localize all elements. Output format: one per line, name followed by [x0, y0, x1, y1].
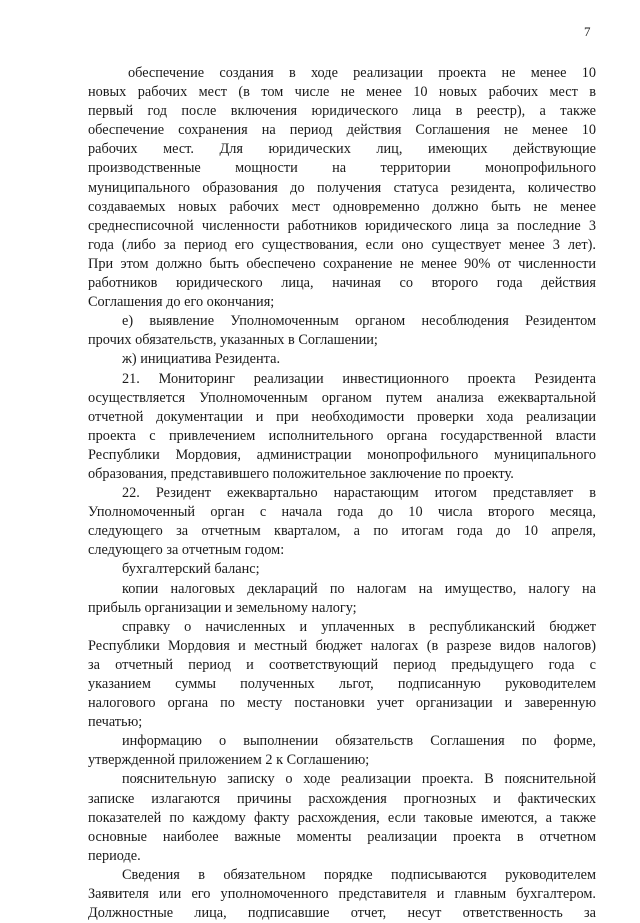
text-line: следующего за отчетным кварталом, а по итогам года до 10 апреля, — [88, 523, 596, 540]
text-line: основные наиболее важные моменты реализации проекта в отчетном — [88, 828, 596, 845]
text-line: среднесписочной численности работников юридического лица за последние 3 — [88, 217, 596, 234]
text-line: е) выявление Уполномоченным органом несоблюдения Резидентом — [122, 313, 596, 330]
text-line: года (либо за период его существования, если оно существует менее 3 лет). — [88, 236, 596, 253]
text-line: новых рабочих мест (в том числе не менее 10 новых рабочих мест в — [88, 84, 596, 101]
text-line: отчетной документации и при необходимости проверки хода реализации — [88, 408, 596, 425]
text-line: прибыль организации и земельному налогу; — [88, 599, 357, 616]
text-line: Должностные лица, подписавшие отчет, несут ответственность за — [88, 905, 596, 922]
text-line: обеспечение создания в ходе реализации проекта не менее 10 — [128, 65, 596, 81]
text-line: утвержденной приложением 2 к Соглашению; — [88, 752, 370, 769]
text-line: производственные мощности на территории монопрофильного — [88, 160, 596, 177]
text-line: 22. Резидент ежеквартально нарастающим итогом представляет в — [122, 485, 596, 502]
page-number: 7 — [584, 24, 591, 39]
text-line: 21. Мониторинг реализации инвестиционного проекта Резидента — [122, 370, 596, 387]
text-line: указанием суммы полученных льгот, подписанную руководителем — [88, 676, 596, 692]
text-line: следующего за отчетным годом: — [88, 542, 285, 559]
text-line: прочих обязательств, указанных в Соглашении; — [88, 332, 378, 349]
text-line: Сведения в обязательном порядке подписываются руководителем — [122, 866, 596, 883]
text-line: за отчетный период и соответствующий период предыдущего года с — [88, 656, 596, 673]
text-line: создаваемых новых рабочих мест одновременно должно быть не менее — [88, 198, 596, 215]
text-line: При этом должно быть обеспечено сохранение не менее 90% от численности — [88, 255, 596, 272]
text-line: ж) инициатива Резидента. — [122, 351, 281, 368]
text-line: осуществляется Уполномоченным органом путем анализа ежеквартальной — [88, 389, 596, 406]
text-line: пояснительную записку о ходе реализации проекта. В пояснительной — [122, 771, 596, 788]
text-line: образования, представившего положительное заключение по проекту. — [88, 465, 514, 482]
text-line: налогового органа по месту постановки учет организации и заверенную — [88, 695, 596, 712]
text-line: работников юридического лица, начиная со второго года действия — [88, 275, 596, 292]
text-line: справку о начисленных и уплаченных в республиканский бюджет — [122, 618, 596, 635]
text-line: бухгалтерский баланс; — [122, 561, 260, 578]
document-body — [88, 64, 596, 923]
text-line: проекта с привлечением исполнительного органа государственной власти — [88, 427, 596, 444]
text-line: муниципального образования до получения статуса резидента, количество — [88, 179, 596, 196]
text-line: информацию о выполнении обязательств Соглашения по форме, — [122, 733, 596, 750]
text-line: Республики Мордовия и местный бюджет налогах (в разрезе видов налогов) — [88, 637, 596, 654]
text-line: обеспечение сохранения на период действия Соглашения не менее 10 — [88, 122, 596, 139]
text-line: первый год после включения юридического лица в реестр), а также — [88, 103, 596, 120]
text-line: периоде. — [88, 847, 141, 864]
text-line: Соглашения до его окончания; — [88, 294, 275, 311]
text-line: Заявителя или его уполномоченного представителя и главным бухгалтером. — [88, 886, 596, 903]
text-line: печатью; — [88, 714, 143, 731]
text-line: Республики Мордовия, администрации монопрофильного муниципального — [88, 446, 596, 463]
text-line: Уполномоченный орган с начала года до 10 числа второго месяца, — [88, 504, 596, 521]
text-line: записке излагаются причины расхождения прогнозных и фактических — [88, 790, 596, 807]
text-line: показателей по каждому факту расхождения, если таковые имеются, а также — [88, 809, 596, 826]
text-line: копии налоговых деклараций по налогам на имущество, налогу на — [122, 580, 596, 597]
text-line: рабочих мест. Для юридических лиц, имеющих действующие — [88, 141, 596, 158]
